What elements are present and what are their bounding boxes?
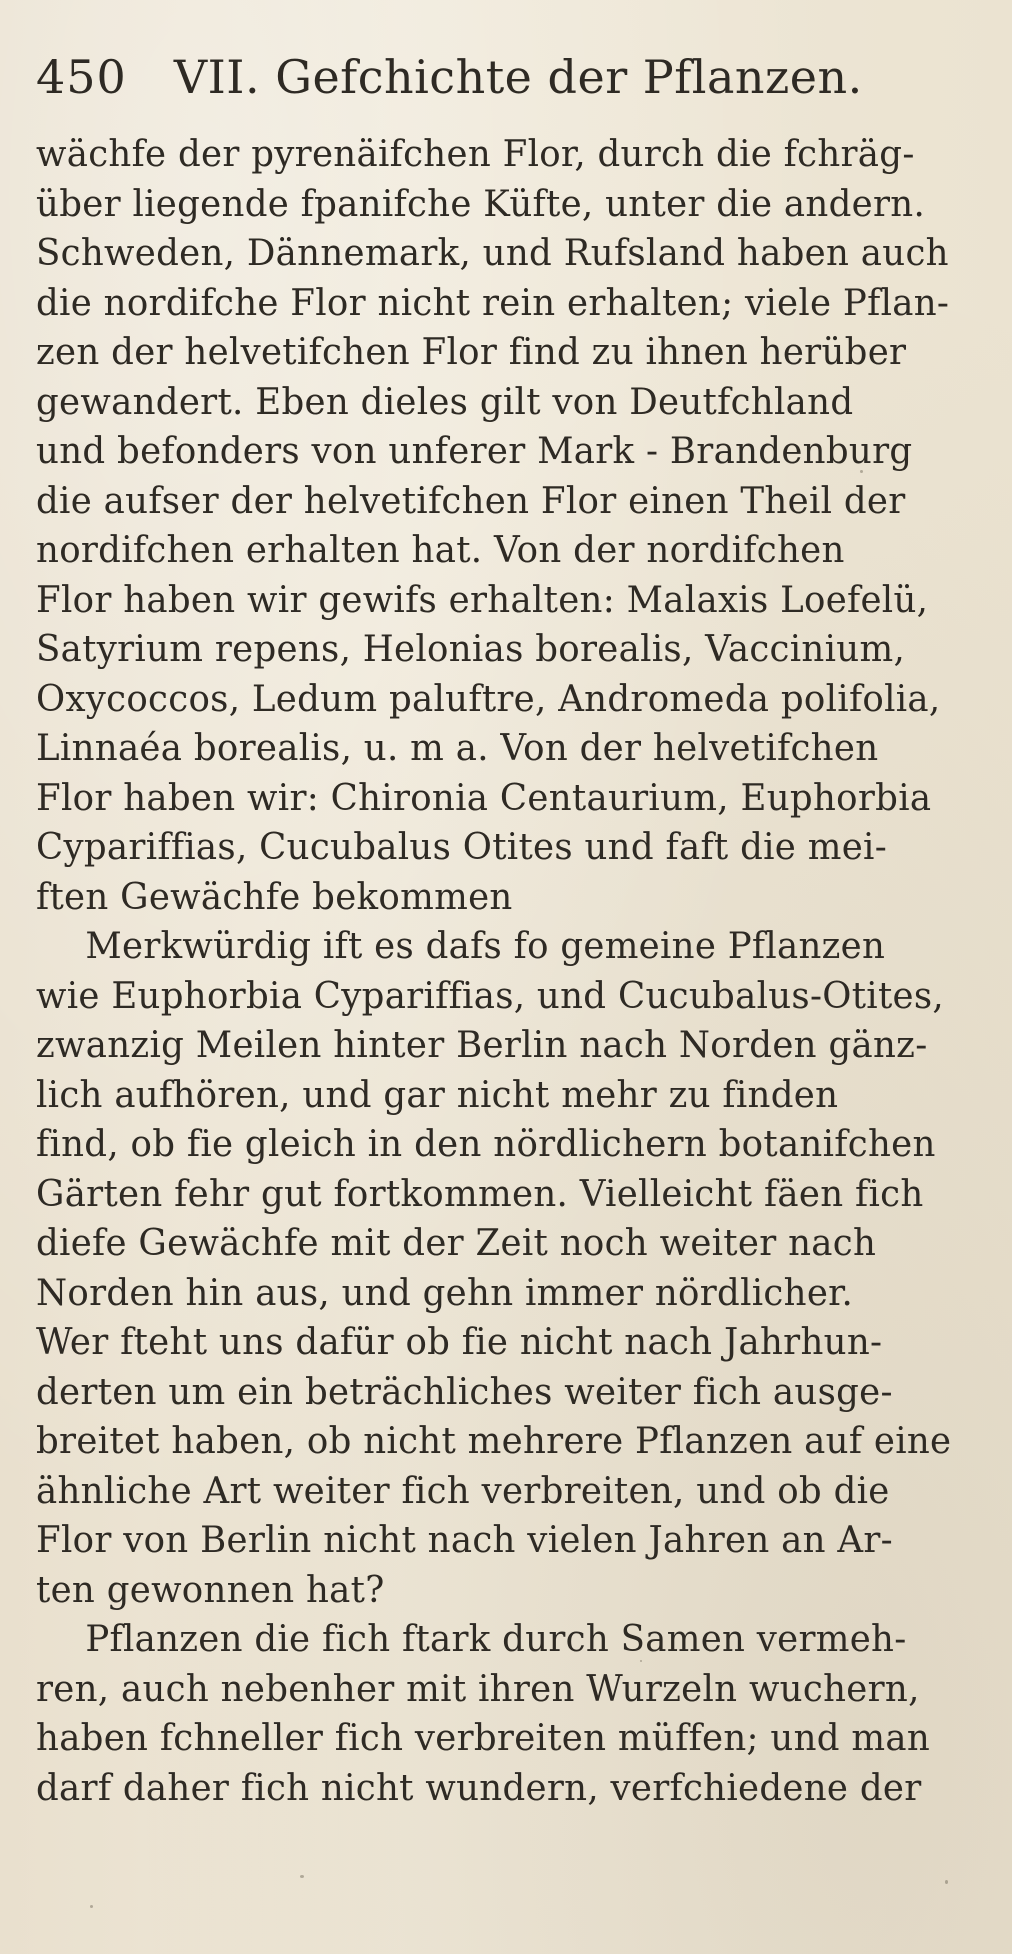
text-line: zen der helvetifchen Flor find zu ihnen herüber [36,332,907,373]
running-head: VII. Gefchichte der Pflanzen. [173,50,863,104]
text-line: find, ob fie gleich in den nördlichern botanifchen [36,1124,936,1165]
body-text [36,130,988,1813]
page-number: 450 [36,50,127,104]
text-line: ften Gewächfe bekommen [36,876,513,918]
text-line: Pflanzen die fich ftark durch Samen vermeh- [85,1619,907,1660]
text-line: Merkwürdig ift es dafs fo gemeine Pflanzen [85,926,886,967]
text-line: derten um ein beträchliches weiter fich ausge- [36,1371,893,1413]
paper-speck [640,1660,642,1662]
text-line: ähnliche Art weiter fich verbreiten, und ob die [36,1470,890,1512]
text-line: diefe Gewächfe mit der Zeit noch weiter nach [36,1223,877,1264]
text-line: Satyrium repens, Helonias borealis, Vaccinium, [36,629,906,670]
text-line: Oxycoccos, Ledum paluftre, Andromeda polifolia, [36,678,941,720]
text-line: wächfe der pyrenäifchen Flor, durch die fchräg- [36,134,915,175]
text-line: gewandert. Eben dieles gilt von Deutfchland [36,381,854,423]
paper-speck [945,1880,948,1884]
text-line: die nordifche Flor nicht rein erhalten; viele Pflan- [36,282,950,324]
text-line: zwanzig Meilen hinter Berlin nach Norden gänz- [36,1025,928,1066]
text-line: und befonders von unferer Mark - Brandenburg [36,431,913,472]
text-line: Gärten fehr gut fortkommen. Vielleicht fäen fich [36,1173,924,1215]
text-line: darf daher fich nicht wundern, verfchiedene der [36,1767,922,1809]
text-line: nordifchen erhalten hat. Von der nordifchen [36,530,845,571]
text-line: Flor haben wir gewifs erhalten: Malaxis Loefelü, [36,579,929,621]
text-line: die aufser der helvetifchen Flor einen Theil der [36,480,906,522]
text-line: ren, auch nebenher mit ihren Wurzeln wuchern, [36,1668,920,1710]
text-line: Flor von Berlin nicht nach vielen Jahren an Ar- [36,1520,893,1561]
text-line: Cypariffias, Cucubalus Otites und faft die mei- [36,827,888,868]
text-line: haben fchneller fich verbreiten müffen; und man [36,1718,931,1759]
paper-speck [860,470,863,473]
text-line: Flor haben wir: Chironia Centaurium, Euphorbia [36,777,932,819]
text-line: ten gewonnen hat? [36,1569,385,1611]
paper-speck [300,1875,304,1878]
text-line: Schweden, Dännemark, und Rufsland haben auch [36,233,949,274]
text-line: über liegende fpanifche Küfte, unter die andern. [36,183,926,225]
text-line: wie Euphorbia Cypariffias, und Cucubalus-Otites, [36,975,945,1017]
text-line: lich aufhören, und gar nicht mehr zu finden [36,1074,839,1116]
page-header [36,50,976,120]
text-line: Wer fteht uns dafür ob fie nicht nach Jahrhun- [36,1322,883,1363]
text-line: Norden hin aus, und gehn immer nördlicher. [36,1272,854,1314]
text-line: Linnaéa borealis, u. m a. Von der helvetifchen [36,728,879,769]
text-line: breitet haben, ob nicht mehrere Pflanzen auf eine [36,1421,952,1462]
paper-speck [90,1905,93,1908]
